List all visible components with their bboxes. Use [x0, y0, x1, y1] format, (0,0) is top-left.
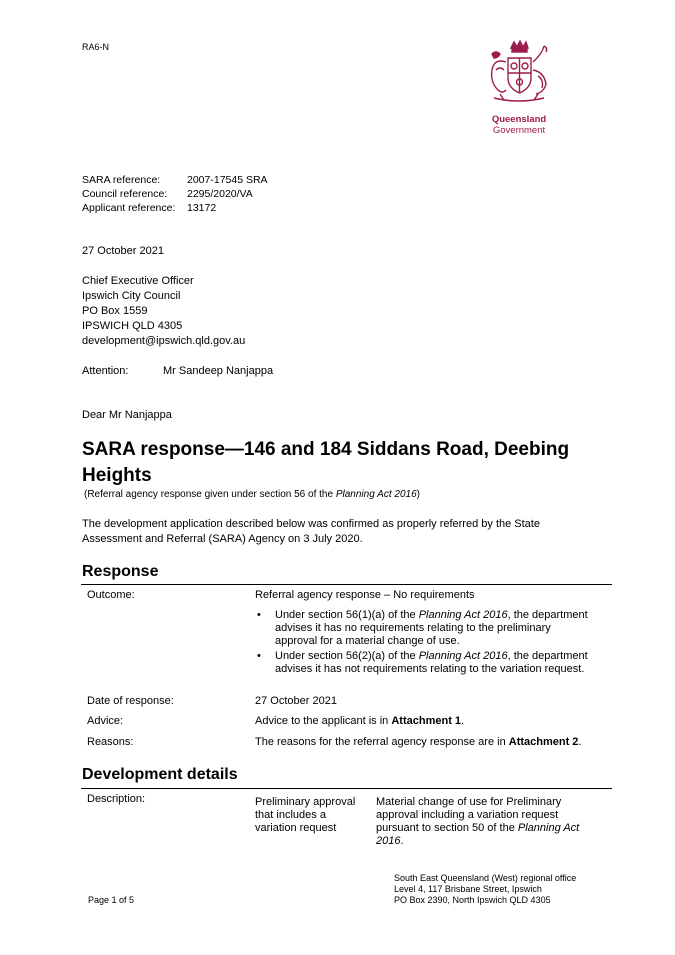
outcome-bullet [255, 609, 615, 648]
subtitle-act: Planning Act 2016 [335, 489, 417, 500]
queensland-government-logo [484, 40, 554, 136]
response-rule [81, 584, 612, 585]
intro-paragraph [82, 517, 540, 547]
address-line: Ipswich City Council [82, 290, 181, 302]
subtitle-text: (Referral agency response given under section 56 of the [84, 489, 336, 500]
bullet-text: approval for a material change of use. [275, 635, 460, 647]
attention-label: Attention: [82, 365, 129, 377]
outcome-value: Referral agency response – No requirements [255, 589, 475, 601]
reference-row [82, 201, 268, 215]
outcome-label: Outcome: [87, 589, 135, 601]
page-title [82, 437, 622, 489]
development-rule [81, 788, 612, 789]
reasons-value [255, 736, 582, 749]
title-line: Heights [82, 465, 152, 486]
advice-attachment: Attachment 1 [391, 715, 462, 727]
reasons-text: The reasons for the referral agency response are in [255, 736, 509, 748]
recipient-email: development@ipswich.qld.gov.au [82, 335, 246, 347]
address-line: PO Box 1559 [82, 305, 148, 317]
address-line: Chief Executive Officer [82, 275, 194, 287]
outcome-bullet [255, 650, 615, 676]
intro-line: Assessment and Referral (SARA) Agency on 3 July 2020. [82, 533, 363, 545]
bullet-text: Under section 56(1)(a) of the [275, 609, 419, 621]
reasons-label: Reasons: [87, 736, 134, 748]
description-line: . [400, 835, 404, 847]
advice-text: Advice to the applicant is in [255, 715, 392, 727]
advice-label: Advice: [87, 715, 124, 727]
reference-key: Council reference: [82, 188, 168, 200]
attention-value: Mr Sandeep Nanjappa [163, 365, 274, 377]
reference-row [82, 173, 268, 187]
development-description [376, 796, 606, 848]
reasons-text: . [578, 736, 582, 748]
description-line: Material change of use for Preliminary [376, 796, 562, 808]
outcome-bullets [255, 609, 615, 678]
advice-value [255, 715, 464, 728]
document-code: RA6-N [82, 42, 110, 52]
date-of-response-label: Date of response: [87, 695, 174, 707]
reference-value: 13172 [187, 202, 217, 214]
development-type-line: Preliminary approval [255, 796, 356, 808]
date-of-response-value: 27 October 2021 [255, 695, 337, 707]
office-line: Level 4, 117 Brisbane Street, Ipswich [394, 884, 542, 894]
salutation: Dear Mr Nanjappa [82, 409, 172, 421]
bullet-text: , the department [507, 609, 588, 621]
reference-key: Applicant reference: [82, 202, 176, 214]
reference-value: 2295/2020/VA [187, 188, 253, 200]
development-details-heading: Development details [82, 766, 238, 783]
office-line: South East Queensland (West) regional office [394, 873, 577, 883]
reference-block [82, 173, 268, 215]
bullet-text: Under section 56(2)(a) of the [275, 650, 419, 662]
office-line: PO Box 2390, North Ipswich QLD 4305 [394, 895, 551, 905]
description-line: approval including a variation request [376, 809, 559, 821]
recipient-address [82, 274, 245, 349]
intro-line: The development application described below was confirmed as properly referred by the State [82, 518, 540, 530]
office-address [394, 873, 576, 906]
description-line: pursuant to section 50 of the [376, 822, 518, 834]
queensland-coat-of-arms-icon [484, 40, 554, 110]
description-label: Description: [87, 793, 146, 805]
bullet-text: advises it has not requirements relating to the variation request. [275, 663, 585, 675]
letter-date: 27 October 2021 [82, 245, 164, 257]
reference-value: 2007-17545 SRA [187, 174, 268, 186]
description-act: 2016 [376, 835, 401, 847]
reference-row [82, 187, 268, 201]
description-act: Planning Act [517, 822, 580, 834]
response-heading: Response [82, 563, 159, 580]
subtitle [84, 489, 420, 500]
bullet-act: Planning Act 2016 [418, 650, 508, 662]
reference-key: SARA reference: [82, 174, 161, 186]
advice-text: . [461, 715, 465, 727]
page-number: Page 1 of 5 [88, 895, 135, 905]
development-type-line: variation request [255, 822, 337, 834]
development-type-line: that includes a [255, 809, 326, 821]
title-line: SARA response—146 and 184 Siddans Road, Deebing [82, 439, 570, 460]
logo-line-government: Government [492, 125, 546, 136]
development-type [255, 796, 355, 835]
bullet-text: , the department [507, 650, 588, 662]
bullet-act: Planning Act 2016 [418, 609, 508, 621]
logo-line-queensland: Queensland [491, 114, 547, 125]
reasons-attachment: Attachment 2 [508, 736, 579, 748]
subtitle-text: ) [416, 489, 420, 500]
bullet-text: advises it has no requirements relating to the preliminary [275, 622, 551, 634]
address-line: IPSWICH QLD 4305 [82, 320, 183, 332]
